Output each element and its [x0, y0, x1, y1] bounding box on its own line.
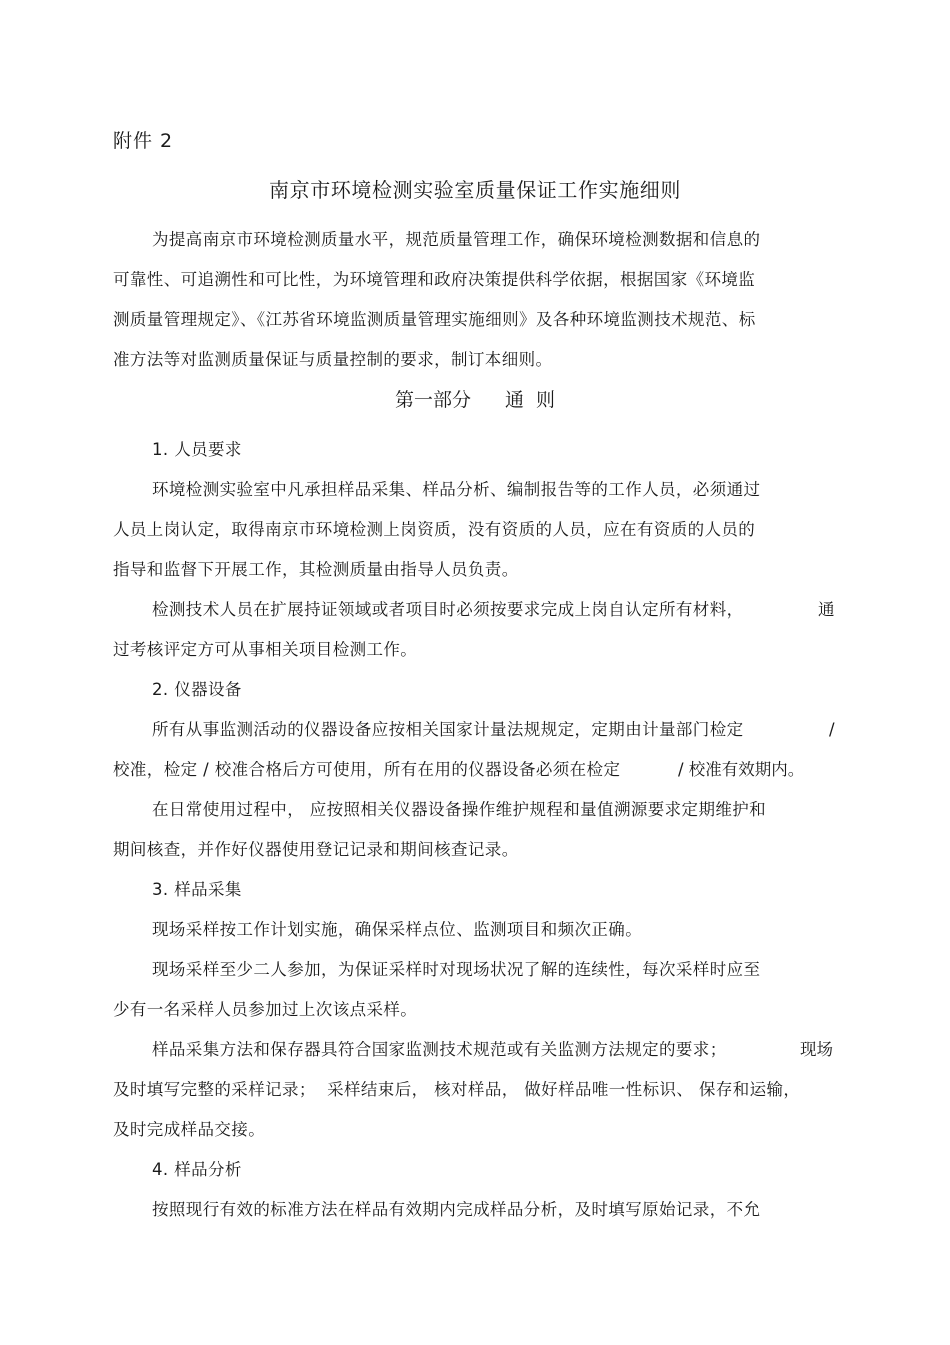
intro-line-4: 准方法等对监测质量保证与质量控制的要求，制订本细则。	[113, 350, 553, 369]
intro-line-3: 测质量管理规定》、《江苏省环境监测质量管理实施细则》及各种环境监测技术规范、标	[113, 310, 756, 329]
section-3-p3-line-1-tail: 现场	[800, 1040, 833, 1059]
intro-line-2: 可靠性、可追溯性和可比性，为环境管理和政府决策提供科学依据，根据国家《环境监	[113, 270, 756, 289]
section-3-p1: 现场采样按工作计划实施，确保采样点位、监测项目和频次正确。	[152, 920, 643, 939]
part-title-number: 第一部分	[394, 389, 471, 411]
part-title-name: 通 则	[504, 389, 556, 411]
section-1-p1-line-2: 人员上岗认定，取得南京市环境检测上岗资质，没有资质的人员，应在有资质的人员的	[113, 520, 756, 539]
attachment-label: 附件 2	[113, 130, 174, 152]
document-title: 南京市环境检测实验室质量保证工作实施细则	[269, 178, 681, 202]
section-1-p1-line-1: 环境检测实验室中凡承担样品采集、样品分析、编制报告等的工作人员，必须通过	[152, 480, 761, 499]
section-1-p1-line-3: 指导和监督下开展工作，其检测质量由指导人员负责。	[113, 560, 519, 579]
section-4-p1: 按照现行有效的标准方法在样品有效期内完成样品分析，及时填写原始记录，不允	[152, 1200, 761, 1219]
intro-line-1: 为提高南京市环境检测质量水平，规范质量管理工作，确保环境检测数据和信息的	[152, 230, 761, 249]
section-2-p1-line-2: 校准，检定 / 校准合格后方可使用，所有在用的仪器设备必须在检定	[113, 760, 621, 779]
section-1-heading: 1. 人员要求	[152, 440, 242, 459]
section-1-p2-line-1: 检测技术人员在扩展持证领域或者项目时必须按要求完成上岗自认定所有材料，	[152, 600, 744, 619]
section-3-p3-line-2: 及时填写完整的采样记录； 采样结束后， 核对样品， 做好样品唯一性标识、 保存和运输，	[113, 1080, 801, 1099]
section-4-heading: 4. 样品分析	[152, 1160, 242, 1179]
section-1-p2-line-2: 过考核评定方可从事相关项目检测工作。	[113, 640, 418, 659]
section-2-heading: 2. 仪器设备	[152, 680, 242, 699]
section-1-p2-line-1-tail: 通	[818, 600, 835, 619]
section-2-p1-line-1: 所有从事监测活动的仪器设备应按相关国家计量法规规定，定期由计量部门检定	[152, 720, 744, 739]
section-3-p3-line-3: 及时完成样品交接。	[113, 1120, 266, 1139]
section-2-p1-line-2-tail: / 校准有效期内。	[678, 760, 805, 779]
section-3-heading: 3. 样品采集	[152, 880, 242, 899]
part-title	[0, 387, 950, 413]
section-3-p2-line-2: 少有一名采样人员参加过上次该点采样。	[113, 1000, 418, 1019]
section-2-p2-line-1: 在日常使用过程中， 应按照相关仪器设备操作维护规程和量值溯源要求定期维护和	[152, 800, 767, 819]
section-2-p2-line-2: 期间核查，并作好仪器使用登记记录和期间核查记录。	[113, 840, 519, 859]
section-3-p3-line-1: 样品采集方法和保存器具符合国家监测技术规范或有关监测方法规定的要求；	[152, 1040, 727, 1059]
section-2-p1-line-1-tail: /	[829, 720, 835, 739]
section-3-p2-line-1: 现场采样至少二人参加，为保证采样时对现场状况了解的连续性，每次采样时应至	[152, 960, 761, 979]
